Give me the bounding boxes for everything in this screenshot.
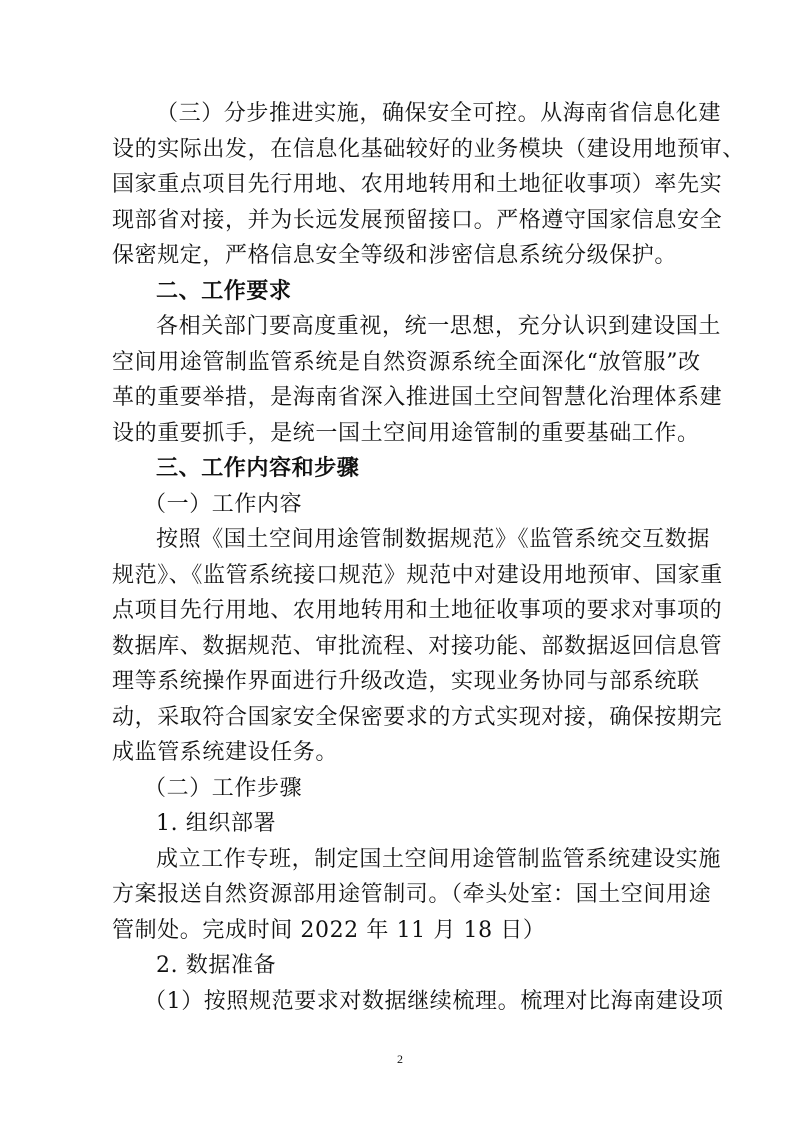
page-number: 2 (397, 1052, 403, 1066)
paragraph-line: 点项目先行用地、农用地转用和土地征收事项的要求对事项的 (112, 598, 723, 623)
paragraph-line: 保密规定，严格信息安全等级和涉密信息系统分级保护。 (112, 243, 678, 268)
paragraph-line: 规范》、《监管系统接口规范》规范中对建设用地预审、国家重 (112, 562, 723, 588)
paragraph-line: 设的重要抓手，是统一国土空间用途管制的重要基础工作。 (112, 420, 700, 446)
paragraph-line: 现部省对接，并为长远发展预留接口。严格遵守国家信息安全 (112, 207, 723, 233)
paragraph-line: 成立工作专班，制定国土空间用途管制监管系统建设实施 (156, 846, 722, 872)
paragraph-line: 动，采取符合国家安全保密要求的方式实现对接，确保按期完 (112, 704, 723, 730)
paragraph-line: 方案报送自然资源部用途管制司。（牵头处室：国土空间用途 (112, 882, 712, 907)
paragraph-line: 设的实际出发，在信息化基础较好的业务模块（建设用地预审、 (112, 136, 745, 162)
subsection-heading: （二）工作步骤 (144, 775, 303, 801)
paragraph-line: 各相关部门要高度重视，统一思想，充分认识到建设国土 (156, 314, 722, 339)
section-heading: 三、工作内容和步骤 (156, 455, 360, 481)
paragraph-line: 管制处。完成时间 2022 年 11 月 18 日） (112, 917, 546, 943)
paragraph-line: 革的重要举措，是海南省深入推进国土空间智慧化治理体系建 (112, 385, 723, 410)
paragraph-line: 理等系统操作界面进行升级改造，实现业务协同与部系统联 (112, 669, 700, 694)
paragraph-line: 按照《国土空间用途管制数据规范》《监管系统交互数据 (156, 527, 711, 552)
paragraph-line: 国家重点项目先行用地、农用地转用和土地征收事项）率先实 (112, 172, 723, 197)
paragraph-line: 数据库、数据规范、审批流程、对接功能、部数据返回信息管 (112, 633, 723, 659)
paragraph-line: 空间用途管制监管系统是自然资源系统全面深化“放管服”改 (112, 349, 701, 375)
item-heading: 1. 组织部署 (156, 811, 277, 836)
paragraph-line: （1）按照规范要求对数据继续梳理。梳理对比海南建设项 (144, 988, 724, 1014)
item-heading: 2. 数据准备 (156, 953, 277, 978)
paragraph-line: （三）分步推进实施，确保安全可控。从海南省信息化建 (156, 101, 722, 126)
document-body (112, 96, 745, 1019)
subsection-heading: （一）工作内容 (144, 491, 303, 517)
section-heading: 二、工作要求 (156, 277, 292, 304)
paragraph-line: 成监管系统建设任务。 (112, 740, 339, 765)
